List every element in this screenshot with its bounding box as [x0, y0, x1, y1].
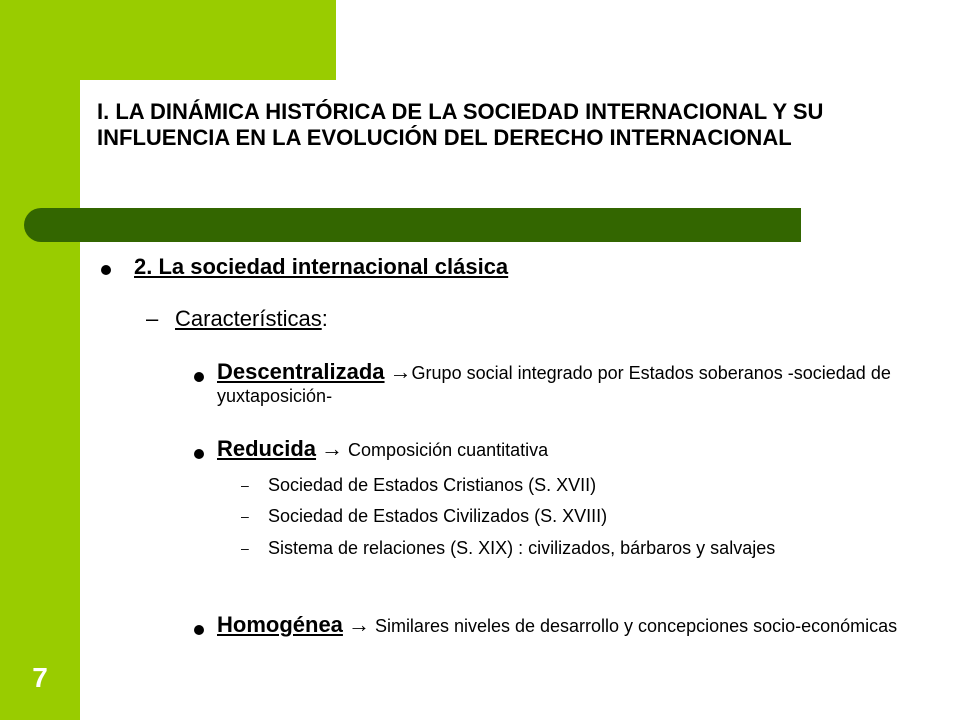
arrow-icon: → — [389, 359, 412, 384]
dash-marker: – — [146, 306, 159, 331]
bullet-dot — [194, 372, 204, 382]
characteristic-text: Similares niveles de desarrollo y concepciones socio-económicas — [369, 616, 898, 636]
bullet-dot — [101, 265, 111, 275]
characteristic-text: Grupo social integrado por Estados soberanos -sociedad de yuxtaposición- — [217, 363, 891, 406]
arrow-icon: → — [347, 612, 370, 637]
bullet-dot — [194, 625, 204, 635]
characteristic-head: Reducida — [217, 436, 317, 461]
sub-heading: Características: — [175, 306, 328, 331]
characteristic-head: Descentralizada — [217, 359, 385, 384]
green-sidebar — [0, 0, 80, 720]
arrow-icon: → — [321, 436, 344, 461]
sub-list-text: Sistema de relaciones (S. XIX) : civilizados, bárbaros y salvajes — [268, 538, 776, 558]
sub-list-text: Sociedad de Estados Civilizados (S. XVIII) — [268, 506, 608, 526]
dash-marker: – — [241, 508, 249, 524]
bullet-dot — [194, 449, 204, 459]
title-underline-bar — [24, 208, 801, 242]
slide-number: 7 — [32, 662, 48, 693]
dash-marker: – — [241, 477, 249, 493]
green-top-block — [0, 0, 336, 80]
dash-marker: – — [241, 540, 249, 556]
characteristic-head: Homogénea — [217, 612, 343, 637]
characteristic-text: Composición cuantitativa — [343, 440, 549, 460]
slide-title: I. LA DINÁMICA HISTÓRICA DE LA SOCIEDAD INTERNACIONAL Y SU INFLUENCIA EN LA EVOLUCIÓN DEL DERECHO INTERNACIONAL — [97, 99, 824, 150]
sub-list-text: Sociedad de Estados Cristianos (S. XVII) — [268, 475, 597, 495]
section-heading: 2. La sociedad internacional clásica — [134, 254, 509, 279]
